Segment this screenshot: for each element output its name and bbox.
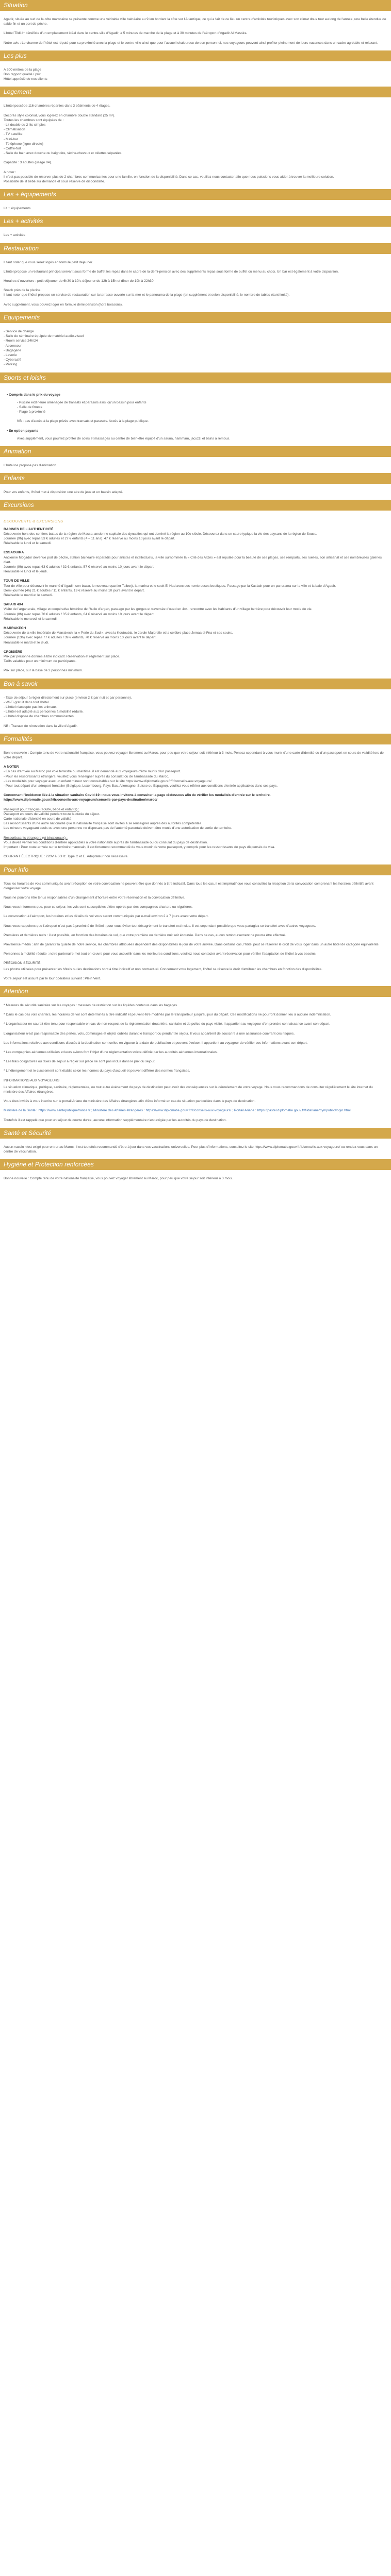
paragraph: - Pour tout départ d'un aéroport frontalier (Belgique, Luxembourg, Pays-Bas, Allemagne, Suisse ou Espagne), veuillez vous référer aux conditions d'entrée applicables dans ces pays. [4,784,278,788]
subheading: INFORMATIONS AUX VOYAGEURS [4,1078,60,1082]
list-item: - Salle de séminaire équipée de matériel audio-visuel [4,334,84,338]
list-item: - L'hôtel est adapté aux personnes à mobilité réduite. [4,710,84,714]
paragraph: Les photos utilisées pour présenter les hôtels ou les destinations sont à titre indicatif et non contractuel. Concernant votre logement, l'hôtel se réserve le droit d'attribuer les chambres en fonction des disponibilités. [4,967,322,971]
links-line[interactable] [4,1108,387,1113]
list-item: - Téléphone (ligne directe) [4,142,43,146]
reference-links[interactable]: Ministère de la Santé : https://www.santepubliquefrance.fr ; Ministère des Affaires étrangères : https://www.diplomatie.gouv.fr/fr/conseils-aux-voyageurs/ ; Portail Ariane : https://pastel.diplomatie.gouv.fr/fildariane/dyn/public/login.html [4,1109,351,1113]
paragraph: Nous ne pouvons être tenus responsables d'un changement d'horaire entre votre réservation et la convocation définitive. [4,895,185,900]
plus-list [4,67,387,82]
excursion-title: MARRAKECH [4,626,26,630]
paragraph: Avec supplément, vous pouvez loger en formule demi-pension (hors boissons). [4,302,123,307]
paragraph: Carte nationale d'identité en cours de validité. [4,817,73,821]
paragraph: - Les modalités pour voyager avec un enfant mineur sont consultables sur le site https://www.diplomatie.gouv.fr/fr/conseils-aux-voyageurs/. [4,779,213,783]
list-item: - Climatisation [4,128,25,132]
paragraph: Vous devez vérifier les conditions d'entrée applicables à votre nationalité auprès de l'ambassade ou du consulat du pays de destination. [4,840,208,844]
section-enfants [4,473,387,495]
section-sports-loisirs [4,372,387,441]
pricing-note: Prix sur place, sur la base de 2 personnes minimum. [4,669,83,673]
paragraph: * Les compagnies aériennes utilisées et leurs avions font l'objet d'une réglementation stricte définie par les autorités aériennes internationales. [4,1050,218,1054]
list-item: - Ascenseur [4,344,22,348]
paragraph: * Mesures de sécurité sanitaire sur les voyages : mesures de restriction sur les liquides contenus dans les bagages. [4,1003,178,1007]
section-title: Enfants [0,473,391,484]
list-item: - Salle de bain avec douche ou baignoire, sèche-cheveux et toilettes séparées [4,151,122,156]
section-title: Les plus [0,50,391,61]
paragraph: COURANT ÉLECTRIQUE : 220V à 50Hz. Type C et E. Adaptateur non nécessaire. [4,855,129,859]
section-sante-securite [4,1128,387,1154]
paragraph: Réalisable le lundi et le jeudi. [4,570,48,574]
excursion-title: SAFARI 4X4 [4,603,23,607]
covid-link[interactable] [4,798,387,802]
section-title: Attention [0,986,391,997]
room-equipment-list [4,123,387,156]
paragraph: * Les frais obligatoires ou taxes de séjour à régler sur place ne sont pas inclus dans le prix du séjour. [4,1060,155,1064]
covid-link-anchor[interactable]: https://www.diplomatie.gouv.fr/fr/conseils-aux-voyageurs/conseils-par-pays-destination/maroc/ [4,798,157,802]
paid-option-label: • En option payante [7,429,39,433]
section-title: Restauration [0,243,391,254]
paragraph: L'hôtel propose un restaurant principal servant sous forme de buffet les repas dans le cadre de la demi-pension avec des suppléments repas sous forme de buffet ou menu au choix. Un bar est également à votre disposition. [4,269,339,274]
paragraph: Snack près de la piscine. [4,289,42,293]
paragraph: Prévalence média : afin de garantir la qualité de notre service, les chambres attribuées dépendent des disponibilités le jour de votre arrivée. Dans certains cas, l'hôtel peut se réserver le droit de vous loger dans un autre hôtel de catégorie équivalente. [4,942,380,946]
paragraph: * Dans le cas des vols charters, les horaires de vol sont déterminés à titre indicatif et peuvent être modifiés par le transporteur jusqu'au jour du départ. Ces modifications ne pourront donner lieu à aucune indemnisation. [4,1013,331,1017]
list-item: - Room service 24h/24 [4,339,38,343]
list-item: - TV satellite [4,132,23,137]
paragraph: L'hôtel Tildi 4* bénéficie d'un emplacement idéal dans le centre-ville d'Agadir, à 5 minutes de marche de la plage et à 30 minutes de l'aéroport d'Agadir Al Massira. [4,31,248,36]
covid-note: Concernant l'incidence liée à la situation sanitaire Covid-19 : nous vous invitons à consulter la page ci-dessous afin de vérifier les modalités d'entrée sur le territoire. [4,793,271,798]
list-item: - Lit double ou 2 lits simples [4,123,46,127]
paragraph: Les mineurs voyageant seuls ou avec une personne ne disposant pas de l'autorité parentale doivent être munis d'une autorisation de sortie de territoire. [4,826,232,831]
included-list [17,400,387,415]
paragraph: Important : Pour toute arrivée sur le territoire marocain, il est fortement recommandé de vous munir de votre passeport, y compris pour les ressortissants de pays dispensés de visa. [4,845,275,850]
paragraph: Agadir, située au sud de la côte marocaine se présente comme une véritable ville balnéaire au 9 km bordant la côte sur l'Atlantique, ce qui a fait de ce lieu un centre d'activités touristiques avec son climat doux tout au long de l'année, une belle étendue de sable fin et un port de pêche. [4,18,386,26]
paragraph: Horaires d'ouverture : petit déjeuner de 6h30 à 10h, déjeuner de 12h à 15h et dîner de 19h à 22h30. [4,279,155,283]
paragraph: Journée (13h) avec repas 77 € adultes / 39 € enfants, 70 € réservé au moins 10 jours avant le départ. [4,636,157,640]
paragraph: La situation climatique, politique, sanitaire, réglementaire, ou tout autre événement du pays de destination peut avoir des conséquences sur le déroulement de votre voyage. Nous vous recommandons de consulter régulièrement le site internet du ministère des Affaires étrangères. [4,1085,373,1094]
excursion-title: ESSAOUIRA [4,551,24,555]
list-item: - Service de change [4,329,34,333]
section-title: Equipements [0,312,391,323]
paragraph: Réalisable le mercredi et le samedi. [4,617,58,621]
section-title: Bon à savoir [0,679,391,689]
paragraph: - Pour les ressortissants étrangers, veuillez vous renseigner auprès du consulat ou de l'ambassade du Maroc. [4,774,169,778]
paragraph: Visite de l'arganeraie, village et coopérative féminine de l'huile d'argan, passage par les gorges et traversée d'oued en 4x4, rencontre avec les habitants d'un village berbère pour découvrir leur mode de vie. [4,607,313,612]
section-title: Les + activités [0,216,391,227]
paragraph: L'organisateur n'est pas responsable des pertes, vols, dommages et objets oubliés durant le transport ou pendant le séjour. Il vous appartient de souscrire à une assurance couvrant ces risques. [4,1031,295,1036]
paragraph: Notre avis : Le charme de l'hôtel est réputé pour sa proximité avec la plage et le centre-ville ainsi que pour l'accueil chaleureux de son personnel, nos voyageurs peuvent ainsi profiter pleinement de leurs vacances dans un cadre agréable et relaxant. [4,41,378,45]
section-restauration [4,243,387,307]
list-item: - L'hôtel dispose de chambres communicantes. [4,715,75,719]
list-item: - Wi-Fi gratuit dans tout l'hôtel. [4,700,50,704]
paragraph: Il faut noter que l'hôtel propose un service de restauration sur la terrasse ouverte sur la mer et le panorama de la plage (en supplément et selon disponibilité, le nombre de tables étant limité). [4,293,290,297]
section-title: Situation [0,0,391,11]
paragraph: Bonne nouvelle : Compte tenu de votre nationalité française, vous pouvez voyager librement au Maroc, pour peu que votre séjour soit inférieur à 3 mois. Pensez cependant à vous munir d'une carte d'identité ou d'un passeport en cours de validité lors de votre départ. [4,751,384,760]
subheading: Ressortissants étrangers (et binationaux) : [4,836,68,840]
excursion-block [4,550,387,574]
section-title: Hygiène et Protection renforcées [0,1159,391,1170]
capacity: Capacité : 3 adultes (usage 04). [4,161,52,165]
excursion-block [4,527,387,546]
list-item: Hôtel apprécié de nos clients [4,77,47,81]
paragraph: Journée (9h) avec repas 53 € adultes et 27 € enfants (4 – 11 ans). 47 € réservé au moins 10 jours avant le départ. [4,536,175,540]
paragraph: Les informations relatives aux conditions d'accès à la destination sont celles en vigueur à la date de publication et peuvent évoluer. Il appartient au voyageur de vérifier ces informations avant son départ. [4,1041,308,1045]
equipment-list [4,329,387,367]
section-title: Formalités [0,734,391,744]
paragraph: Toutefois il est rappelé que pour un séjour de courte durée, aucune information supplémentaire n'est exigée par les autorités du pays de destination. [4,1118,227,1122]
section-animation [4,446,387,468]
section-title: Pour info [0,865,391,875]
section-plus-activites [4,216,387,238]
paragraph: L'hôtel ne propose pas d'animation. [4,463,57,467]
good-to-know-list [4,696,387,719]
note: Avec supplément, vous pourrez profiter de soins et massages au centre de bien-être équipé d'un sauna, hammam, jacuzzi et bains à remous. [17,436,231,440]
section-title: Les + équipements [0,189,391,200]
list-item: A 200 mètres de la plage [4,67,41,72]
excursion-title: TOUR DE VILLE [4,579,30,583]
section-logement [4,87,387,184]
section-plus [4,50,387,82]
paragraph: Lit + équipements [4,207,31,211]
excursion-block [4,626,387,645]
list-item: - Laverie [4,353,17,357]
paragraph: - En cas d'arrivée au Maroc par voie terrestre ou maritime, il est demandé aux voyageurs d'être munis d'un passeport. [4,770,181,774]
note: NB : pas d'accès à la plage privée avec transats et parasols. Accès à la plage publique. [17,419,149,423]
section-title: Santé et Sécurité [0,1128,391,1139]
section-plus-equipements [4,189,387,211]
paragraph: Passeport en cours de validité pendant toute la durée du séjour. [4,812,100,816]
paragraph: Decorés style colonial, vous logerez en chambre double standard (25 m²). [4,113,115,117]
list-item: - L'hôtel n'accepte pas les animaux. [4,705,58,709]
section-bon-a-savoir [4,679,387,728]
list-item: - Salle de fitness [17,405,42,409]
section-excursions [4,500,387,673]
note-heading: A noter : [4,170,17,174]
paragraph: Réalisable le lundi et le samedi. [4,541,52,546]
excursion-block [4,650,387,664]
subheading: PRÉCISION SÉCURITÉ [4,961,41,965]
paragraph: Journée (9h) avec repas 63 € adultes / 32 € enfants, 57 € réservé au moins 10 jours avant le départ. [4,565,155,569]
list-item: Bon rapport qualité / prix [4,73,41,77]
paragraph: Les + activités [4,233,25,238]
paragraph: Tarifs valables pour un minimum de participants. [4,659,77,664]
paragraph: Découverte hors des sentiers battus de la région de Massa, ancienne capitale des dynasties qui ont dominé la région au 10e siècle. Découvrez dans un cadre typique la vie des paysans de la région de Souss. [4,532,317,536]
paragraph: Personnes à mobilité réduite : notre partenaire met tout en œuvre pour vous accueillir dans les meilleures conditions, veuillez nous contacter avant réservation pour vérifier l'adaptation de l'hôtel à vos besoins. [4,952,317,956]
list-item: - Coffre-fort [4,147,21,151]
section-equipements [4,312,387,367]
list-item: - Parking [4,363,18,367]
paragraph: Prix par personne donnés à titre indicatif. Réservation et règlement sur place. [4,655,120,659]
list-item: - Taxe de séjour à régler directement sur place (environ 2 € par nuit et par personne). [4,696,132,700]
paragraph: Il faut noter que vous serez logés en formule petit déjeuner. [4,260,93,264]
excursion-title: RACINES DE L'AUTHENTICITÉ [4,527,54,531]
excursion-block [4,602,387,621]
section-title: Excursions [0,500,391,511]
paragraph: Vous êtes invités à vous inscrire sur le portail Ariane du ministère des Affaires étrangères afin d'être informé en cas de situation particulière dans le pays de destination. [4,1099,256,1104]
section-hygiene [4,1159,387,1181]
paragraph: Possibilité de lit bébé sur demande et sous réserve de disponibilité. [4,180,105,184]
excursion-title: CROISIÈRE [4,650,23,654]
list-item: - Plage à proximité [17,410,45,414]
included-label: • Compris dans le prix du voyage [7,393,60,397]
paragraph: Toutes les chambres sont équipées de : [4,118,64,122]
paragraph: * L'organisateur ne saurait être tenu pour responsable en cas de non-respect de la réglementation douanière, sanitaire et de police du pays visité. Il appartient au voyageur d'en prendre connaissance avant son départ. [4,1022,330,1026]
list-item: - Cybercafé [4,358,22,362]
paragraph: Demi-journée (4h) 21 € adultes / 11 € enfants. 19 € réservé au moins 10 jours avant le départ. [4,588,145,592]
subheading: Passeport pour français (adulte, bébé et enfants) : [4,807,79,811]
list-item: - Mini-bar [4,137,18,141]
section-title: Logement [0,87,391,97]
paragraph: Découverte de la ville impériale de Marrakech, la « Perle du Sud », avec la Koutoubia, le Jardin Majorelle et la célèbre place Jemaa el-Fna et ses souks. [4,631,233,635]
section-formalites [4,734,387,859]
paragraph: Bonne nouvelle : Compte tenu de votre nationalité française, vous pouvez voyager librement au Maroc, pour peu que votre séjour soit inférieur à 3 mois. [4,1177,233,1181]
section-title: Sports et loisirs [0,372,391,383]
paragraph: L'hôtel possède 116 chambres réparties dans 3 bâtiments de 4 étages. [4,104,110,108]
paragraph: Tour de ville pour découvrir le marché d'Agadir, son bazar, le nouveau quartier Talborjt, la marina et le souk El Had avec ses nombreuses boutiques. Passage par la Kasbah pour un panorama sur la ville et la baie d'Agadir. [4,584,336,588]
list-item: - Bagagerie [4,348,22,352]
paragraph: * L'hébergement et le classement sont établis selon les normes du pays d'accueil et peuvent différer des normes françaises. [4,1069,190,1073]
paragraph: Aucun vaccin n'est exigé pour entrer au Maroc. Il est toutefois recommandé d'être à jour dans vos vaccinations universelles. Pour plus d'informations, consultez le site https://www.diplomatie.gouv.fr/fr/conseils-aux-voyageurs/ ou rendez-vous dans un centre de vaccination. [4,1145,378,1154]
section-pour-info [4,865,387,981]
section-attention [4,986,387,1123]
excursion-block [4,579,387,598]
paragraph: Nous vous rappelons que l'aéroport n'est pas à proximité de l'hôtel ; pour vous éviter tout désagrément le transfert est inclus. Il est cependant possible que vous partagiez ce transfert avec d'autres voyageurs. [4,924,316,928]
paragraph: Il n'est pas possible de réserver plus de 2 chambres communicantes pour une famille, en fonction de la disponibilité. Dans ce cas, veuillez nous contacter afin que nous puissions vous aider à trouver la meilleure solution. [4,175,334,179]
section-title: Animation [0,446,391,457]
paragraph: Les ressortissants d'une autre nationalité que la nationalité française sont invités à se renseigner auprès des autorités compétentes. [4,822,203,826]
subsection-title: DECOUVERTE & EXCURSIONS [4,519,63,524]
paragraph: Ancienne Mogador devenue port de pêche, station balnéaire et paradis pour artistes et intellectuels, la ville surnommée la « Cité des Alizés » est réputée pour la beauté de ses plages, ses remparts, ses ruelles, son artisanat et ses nombreuses galeries d'art. [4,555,382,564]
section-situation [4,0,387,45]
list-item: - Piscine extérieure aménagée de transats et parasols ainsi qu'un bassin pour enfants [17,400,146,404]
paragraph: Réalisable le mardi et le jeudi. [4,640,49,645]
paragraph: La convocation à l'aéroport, les horaires et les détails de vol vous seront communiqués par e-mail environ 2 à 7 jours avant votre départ. [4,914,209,919]
paragraph: Journée (8h) avec repas 70 € adultes / 35 € enfants, 64 € réservé au moins 10 jours avant le départ. [4,612,155,616]
note: NB : Travaux de rénovation dans la ville d'Agadir. [4,724,78,728]
paragraph: Premières et dernières nuits : il est possible, en fonction des horaires de vol, que votre première ou dernière nuit soit écourtée. Dans ce cas, aucun remboursement ne pourra être effectué. [4,933,286,937]
paragraph: Réalisable le mardi et le samedi. [4,593,53,597]
note-heading: A NOTER [4,765,19,769]
paragraph: Nous vous informons que, pour ce séjour, les vols sont susceptibles d'être opérés par des compagnies charters ou régulières. [4,905,193,909]
paragraph: Tous les horaires de vols communiqués avant réception de votre convocation ne peuvent être que donnés à titre indicatif. Dans tous les cas, il est impératif que vous consultiez la réception de la convocation comprenant les horaires définitifs avant d'organiser votre voyage. [4,882,373,890]
paragraph: Votre séjour est assuré par le tour opérateur suivant : Plein Vent. [4,976,101,980]
paragraph: Pour vos enfants, l'hôtel met à disposition une aire de jeux et un bassin adapté. [4,490,123,495]
